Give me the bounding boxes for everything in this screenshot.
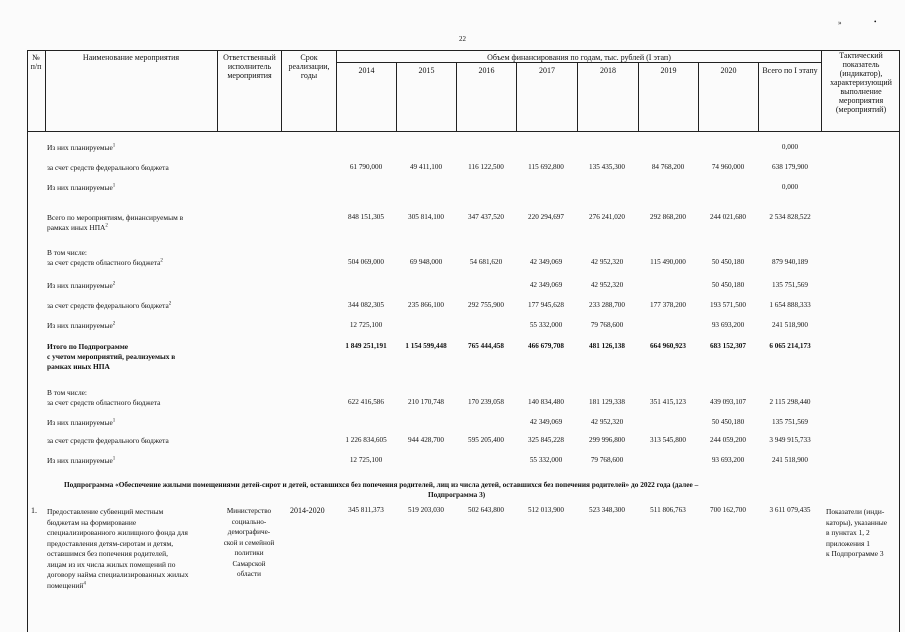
table-cell: 50 450,180 bbox=[711, 418, 745, 426]
table-cell: 944 428,700 bbox=[408, 436, 444, 444]
table-cell: 241 518,900 bbox=[772, 321, 808, 329]
header-year: 2020 bbox=[720, 66, 737, 75]
row-label: рамках иных НПА bbox=[47, 362, 110, 371]
table-cell: 135 751,569 bbox=[772, 418, 808, 426]
table-cell: 2 534 828,522 bbox=[769, 213, 811, 221]
item-executor-line: Самарской bbox=[232, 559, 266, 568]
subprogram-title-cont: Подпрограмма 3) bbox=[428, 490, 486, 499]
row-label: за счет средств областного бюджета$^2$ bbox=[47, 258, 163, 267]
table-cell: 49 411,100 bbox=[409, 163, 443, 171]
table-cell: 61 790,000 bbox=[349, 163, 383, 171]
table-cell: 42 349,069 bbox=[529, 258, 563, 266]
table-cell: 42 349,069 bbox=[529, 418, 563, 426]
table-cell: 6 065 214,173 bbox=[769, 342, 811, 350]
table-cell: 325 845,228 bbox=[528, 436, 564, 444]
table-cell: 42 952,320 bbox=[590, 281, 624, 289]
table-cell: 193 571,500 bbox=[710, 301, 746, 309]
table-cell: 276 241,020 bbox=[589, 213, 625, 221]
page-number: 22 bbox=[459, 35, 466, 43]
table-cell: 481 126,138 bbox=[589, 342, 625, 350]
item-name-line: Предоставление субвенций местным bbox=[47, 507, 164, 516]
table-cell: 12 725,100 bbox=[349, 321, 383, 329]
row-label: за счет средств федерального бюджета bbox=[47, 163, 169, 172]
table-cell: 347 437,520 bbox=[468, 213, 504, 221]
table-cell: 54 681,620 bbox=[469, 258, 503, 266]
table-cell: 622 416,586 bbox=[348, 398, 384, 406]
table-cell: 115 490,000 bbox=[650, 258, 686, 266]
table-cell: 344 082,305 bbox=[348, 301, 384, 309]
header-col-no: № п/п bbox=[30, 53, 42, 71]
table-cell: 79 768,600 bbox=[590, 321, 624, 329]
table-cell: 116 122,500 bbox=[468, 163, 504, 171]
row-label: Из них планируемые$^2$ bbox=[47, 281, 116, 290]
item-indicator-line: в пунктах 1, 2 bbox=[826, 528, 870, 537]
row-prefix: В том числе: bbox=[47, 388, 87, 397]
item-indicator-line: каторы), указанные bbox=[826, 517, 888, 527]
table-cell: 879 940,189 bbox=[772, 258, 808, 266]
table-cell: 74 960,000 bbox=[711, 163, 745, 171]
header-year: 2018 bbox=[600, 66, 616, 75]
item-value: 3 611 079,435 bbox=[769, 506, 811, 514]
header-year: 2016 bbox=[478, 66, 495, 75]
table-cell: 292 755,900 bbox=[468, 301, 504, 309]
table-cell: 1 849 251,191 bbox=[345, 342, 387, 350]
footnote-mark: 2 bbox=[105, 223, 108, 229]
footnote-mark: 4 bbox=[83, 581, 86, 587]
table-cell: 3 949 915,733 bbox=[769, 436, 811, 444]
row-label: рамках иных НПА$^2$ bbox=[47, 223, 108, 232]
row-label: Из них планируемые$^2$ bbox=[47, 321, 116, 330]
table-cell: 42 952,320 bbox=[590, 258, 624, 266]
item-name-line: оставшимся без попечения родителей, bbox=[47, 549, 168, 558]
header-total: Всего по I этапу bbox=[762, 66, 818, 75]
table-cell: 765 444,458 bbox=[468, 342, 504, 350]
item-value: 502 643,800 bbox=[468, 506, 504, 514]
footnote-mark: 2 bbox=[112, 281, 116, 287]
table-cell: 210 170,748 bbox=[408, 398, 444, 406]
row-label: помещений$^4$ bbox=[47, 580, 86, 590]
footnote-mark: 1 bbox=[112, 456, 116, 462]
table-cell: 42 349,069 bbox=[529, 281, 563, 289]
row-label: Всего по мероприятиям, финансируемым в bbox=[47, 213, 184, 222]
table-cell: 235 866,100 bbox=[408, 301, 444, 309]
table-cell: 55 332,000 bbox=[529, 321, 563, 329]
item-executor-line: области bbox=[236, 570, 262, 578]
item-value: 345 811,373 bbox=[348, 506, 384, 514]
item-name-line: бюджетам на формирование bbox=[47, 517, 137, 527]
table-cell: 351 415,123 bbox=[650, 398, 686, 406]
item-executor-line: демографиче- bbox=[227, 528, 271, 536]
item-name-line: предоставления детям-сиротам и детям, bbox=[47, 538, 174, 548]
header-col-indicator: Тактический показатель (индикатор), характеризующий выполнение мероприятия (мероприятий) bbox=[830, 51, 892, 114]
item-indicator-line: Показатели (инди- bbox=[826, 507, 885, 516]
item-indicator-line: приложения 1 bbox=[826, 538, 870, 548]
row-label: с учетом мероприятий, реализуемых в bbox=[47, 352, 176, 361]
row-label: Из них планируемые$^1$ bbox=[47, 143, 116, 152]
table-cell: 0,000 bbox=[781, 183, 799, 191]
table-cell: 220 294,697 bbox=[528, 213, 564, 221]
footnote-mark: 1 bbox=[112, 418, 116, 424]
table-cell: 12 725,100 bbox=[349, 456, 383, 464]
header-year: 2017 bbox=[539, 66, 555, 75]
row-label: Из них планируемые$^1$ bbox=[47, 183, 116, 192]
table-cell: 115 692,800 bbox=[528, 163, 564, 171]
table-cell: 93 693,200 bbox=[711, 456, 745, 464]
table-cell: 595 205,400 bbox=[468, 436, 504, 444]
table-cell: 504 069,000 bbox=[348, 258, 384, 266]
row-label: за счет средств федерального бюджета$^2$ bbox=[47, 301, 172, 310]
table-cell: 1 154 599,448 bbox=[405, 342, 447, 350]
table-cell: 79 768,600 bbox=[590, 456, 624, 464]
row-label: Итого по Подпрограмме bbox=[47, 342, 129, 351]
row-label: за счет средств областного бюджета bbox=[47, 398, 161, 407]
header-year: 2014 bbox=[358, 66, 375, 75]
item-value: 512 013,900 bbox=[528, 506, 564, 514]
header-col-term: Срок реализации, годы bbox=[288, 53, 330, 80]
table-cell: 638 179,900 bbox=[772, 163, 808, 171]
footnote-mark: 2 bbox=[160, 258, 163, 264]
subprogram-title: Подпрограмма «Обеспечение жилыми помещениями детей-сирот и детей, оставшихся без попечения родителей, лиц из числа детей, оставшихся без попечения родителей» до 2022 года (далее – bbox=[64, 480, 699, 489]
row-label: за счет средств федерального бюджета bbox=[47, 436, 169, 445]
table-cell: 93 693,200 bbox=[711, 321, 745, 329]
table-cell: 0,000 bbox=[781, 143, 799, 151]
row-prefix: В том числе: bbox=[47, 248, 87, 257]
footnote-mark: 2 bbox=[168, 301, 172, 307]
table-cell: 140 834,480 bbox=[528, 398, 564, 406]
table-cell: 84 768,200 bbox=[651, 163, 685, 171]
row-label: Из них планируемые$^1$ bbox=[47, 456, 116, 465]
item-executor-line: Министерство bbox=[226, 507, 272, 515]
item-name-line: специализированного жилищного фонда для bbox=[47, 528, 188, 537]
item-executor-line: ской и семейной bbox=[223, 538, 275, 547]
table-cell: 2 115 298,440 bbox=[769, 398, 811, 406]
item-value: 700 162,700 bbox=[710, 506, 746, 514]
item-name-line: договору найма специализированных жилых bbox=[47, 570, 189, 579]
table-cell: 244 021,680 bbox=[710, 213, 746, 221]
row-label: Из них планируемые$^1$ bbox=[47, 418, 116, 427]
table-cell: 50 450,180 bbox=[711, 258, 745, 266]
table-cell: 135 751,569 bbox=[772, 281, 808, 289]
table-cell: 177 378,200 bbox=[650, 301, 686, 309]
table-cell: 292 868,200 bbox=[650, 213, 686, 221]
table-cell: 1 226 834,605 bbox=[345, 436, 387, 444]
header-year: 2015 bbox=[418, 66, 435, 75]
table-cell: 848 151,305 bbox=[348, 213, 384, 221]
table-cell: 69 948,000 bbox=[409, 258, 443, 266]
item-term: 2014-2020 bbox=[290, 506, 325, 515]
item-number: 1. bbox=[31, 506, 37, 515]
header-col-executor: Ответственный исполнитель мероприятия bbox=[223, 53, 276, 80]
table-cell: 305 814,100 bbox=[408, 213, 444, 221]
header-col-volume: Объем финансирования по годам, тыс. рублей (I этап) bbox=[487, 53, 671, 62]
item-executor-line: политики bbox=[234, 549, 264, 557]
table-cell: 241 518,900 bbox=[772, 456, 808, 464]
item-value: 511 806,763 bbox=[650, 506, 686, 514]
table-cell: 439 093,107 bbox=[710, 398, 746, 406]
table-cell: 42 952,320 bbox=[590, 418, 624, 426]
table-cell: 170 239,058 bbox=[468, 398, 504, 406]
table-cell: 55 332,000 bbox=[529, 456, 563, 464]
footnote-mark: 2 bbox=[112, 321, 116, 327]
item-executor-line: социально- bbox=[231, 517, 267, 526]
item-indicator-line: к Подпрограмме 3 bbox=[826, 549, 884, 558]
table-cell: 135 435,300 bbox=[589, 163, 625, 171]
table-cell: 233 288,700 bbox=[589, 301, 625, 309]
table-cell: 50 450,180 bbox=[711, 281, 745, 289]
item-name-line: лицам из их числа жилых помещений по bbox=[47, 559, 176, 569]
header-col-name: Наименование мероприятия bbox=[82, 53, 180, 62]
table-cell: 181 129,338 bbox=[589, 398, 625, 406]
table-cell: 313 545,800 bbox=[650, 436, 686, 444]
footnote-mark: 1 bbox=[112, 143, 116, 149]
corner-mark: » bbox=[838, 19, 842, 27]
footnote-mark: 1 bbox=[112, 183, 116, 189]
table-cell: 664 960,923 bbox=[650, 342, 686, 350]
table-cell: 244 059,200 bbox=[710, 436, 746, 444]
table-cell: 1 654 888,333 bbox=[769, 301, 811, 309]
table-cell: 466 679,708 bbox=[528, 342, 564, 350]
table-cell: 683 152,307 bbox=[710, 342, 746, 350]
header-year: 2019 bbox=[660, 66, 677, 75]
table-cell: 177 945,628 bbox=[528, 301, 564, 309]
table-cell: 299 996,800 bbox=[589, 436, 625, 444]
item-value: 519 203,030 bbox=[408, 506, 444, 514]
item-value: 523 348,300 bbox=[589, 506, 625, 514]
corner-mark: • bbox=[874, 18, 877, 26]
